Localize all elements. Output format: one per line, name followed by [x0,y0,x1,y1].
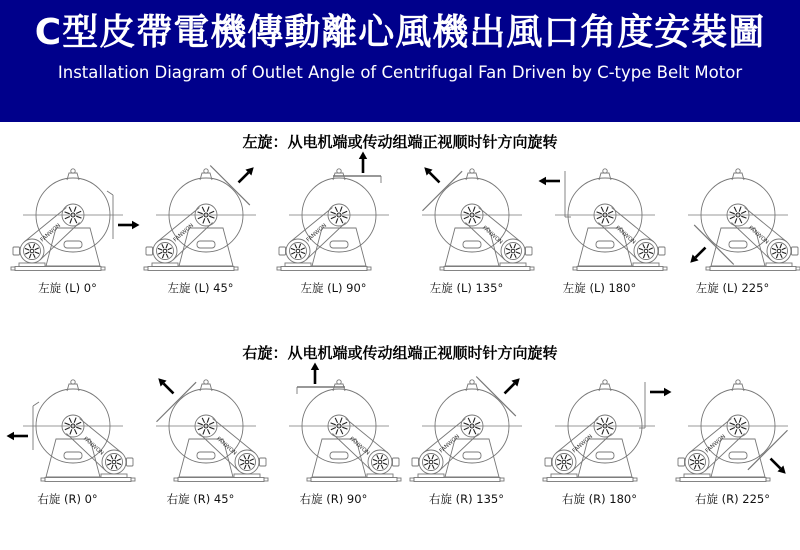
belt-brand-text: FANWON [704,433,728,455]
fan-diagram-l-45 [134,165,267,296]
fan-diagram-l-180 [533,165,666,296]
fan-drawing-svg [267,376,400,490]
fan-diagram-r-225 [666,376,799,507]
diagram-label: 左旋 (L) 225° [695,281,770,295]
fan-diagram-l-0 [1,165,134,296]
fan-diagram-r-135 [400,376,533,507]
diagram-label: 右旋 (R) 90° [299,492,368,506]
diagram-label: 右旋 (R) 45° [166,492,235,506]
belt-brand-text: FANWON [81,436,105,457]
diagram-row-l [0,165,800,296]
diagram-label: 右旋 (R) 225° [695,492,770,506]
belt-brand-text: FANWON [172,222,196,244]
page-header [0,0,800,122]
fan-diagram-r-180 [533,376,666,507]
fan-diagram-r-0 [1,376,134,507]
fan-drawing-svg [1,165,134,279]
belt-brand-text: FANWON [571,433,595,455]
fan-drawing-svg [1,376,134,490]
diagram-area [0,131,800,507]
fan-diagram-r-90 [267,376,400,507]
diagram-label: 右旋 (R) 135° [429,492,504,506]
diagram-label: 左旋 (L) 180° [562,281,637,295]
fan-drawing-svg [400,376,533,490]
fan-diagram-l-225 [666,165,799,296]
belt-brand-text: FANWON [480,225,504,246]
fan-drawing-svg [666,165,799,279]
diagram-label: 右旋 (R) 0° [37,492,98,506]
fan-drawing-svg [134,165,267,279]
diagram-label: 右旋 (R) 180° [562,492,637,506]
page-subtitle: Installation Diagram of Outlet Angle of Centrifugal Fan Driven by C-type Belt Motor [57,63,743,82]
belt-brand-text: FANWON [746,225,770,246]
belt-brand-text: FANWON [305,222,329,244]
fan-diagram-l-135 [400,165,533,296]
diagram-label: 左旋 (L) 135° [429,281,504,295]
diagram-row-r [0,376,800,507]
fan-drawing-svg [134,376,267,490]
fan-diagram-r-45 [134,376,267,507]
page-title: C型皮帶電機傳動離心風機出風口角度安裝圖 [34,12,766,53]
section-right-rotation [0,342,800,507]
fan-drawing-svg [267,165,400,279]
section-heading-l: 左旋：从电机端或传动组端正视顺时针方向旋转 [242,133,558,151]
belt-brand-text: FANWON [613,225,637,246]
diagram-label: 左旋 (L) 0° [38,281,97,295]
section-heading-r: 右旋：从电机端或传动组端正视顺时针方向旋转 [242,344,558,362]
fan-drawing-svg [666,376,799,490]
section-left-rotation [0,131,800,296]
fan-drawing-svg [533,165,666,279]
belt-brand-text: FANWON [347,436,371,457]
belt-brand-text: FANWON [438,433,462,455]
diagram-label: 左旋 (L) 45° [167,281,234,295]
belt-brand-text: FANWON [39,222,63,244]
fan-diagram-l-90 [267,165,400,296]
fan-drawing-svg [400,165,533,279]
fan-drawing-svg [533,376,666,490]
diagram-label: 左旋 (L) 90° [300,281,367,295]
belt-brand-text: FANWON [214,436,238,457]
